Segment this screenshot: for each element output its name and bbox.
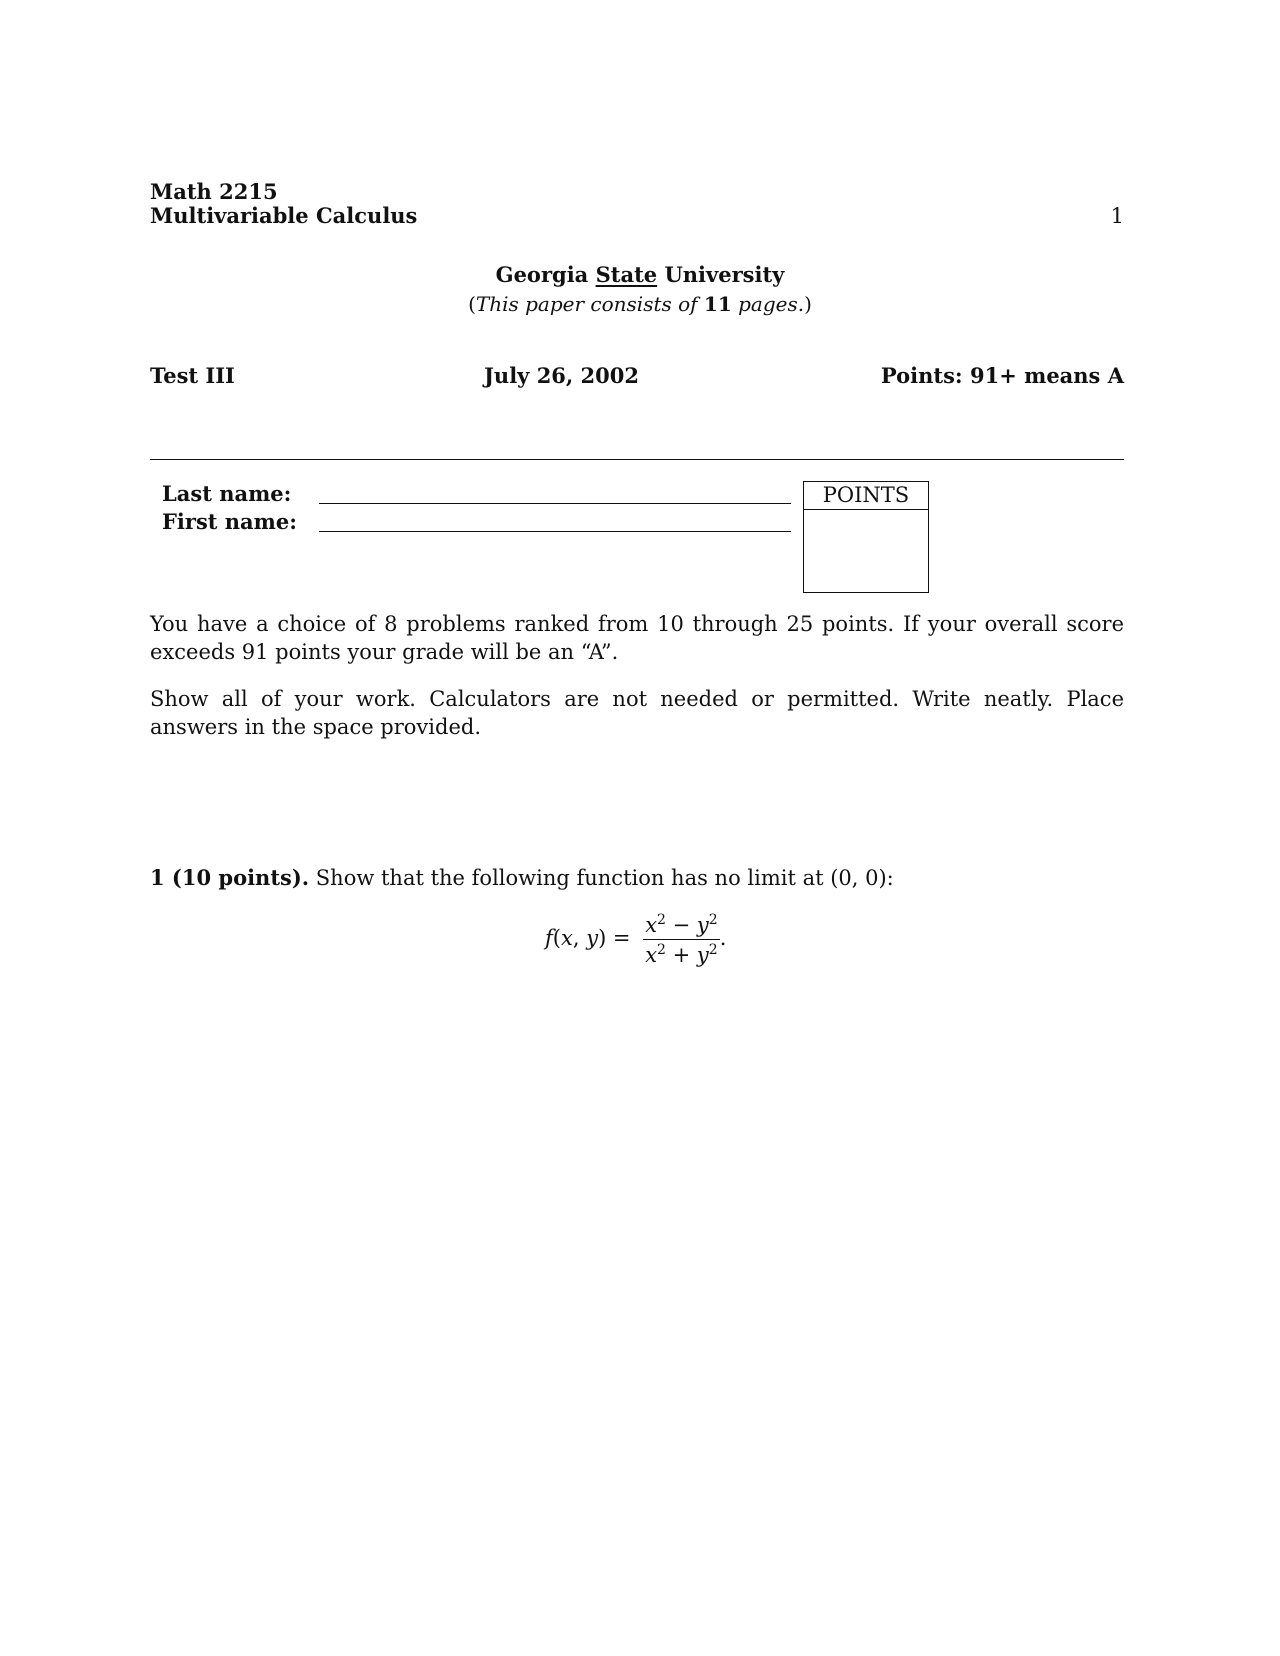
problem-1-text: Show that the following function has no limit at (0, 0):: [309, 866, 894, 890]
instructions-paragraph-1: You have a choice of 8 problems ranked from 10 through 25 points. If your overall score exceeds 91 points your grade will be an “A”.: [150, 612, 1124, 664]
pages-note-text: This paper consists of: [475, 292, 704, 316]
problem-1-number: 1 (10 points).: [150, 865, 310, 890]
first-name-field[interactable]: [319, 531, 791, 532]
pages-note-close: ): [804, 292, 812, 316]
course-name: Multivariable Calculus: [150, 203, 418, 228]
university-part-3: University: [657, 262, 785, 287]
pages-note-open: (: [468, 292, 476, 316]
points-info: Points: 91+ means A: [880, 363, 1124, 388]
divider: [150, 459, 1124, 460]
page-number: 1: [1110, 204, 1124, 228]
test-date: July 26, 2002: [484, 363, 639, 388]
test-name: Test III: [150, 363, 235, 388]
first-name-label: First name:: [162, 509, 297, 534]
university-part-2: State: [595, 262, 658, 287]
last-name-label: Last name:: [162, 481, 292, 506]
pages-note-count: 11: [703, 292, 732, 316]
points-box: [803, 481, 929, 593]
pages-note: [0, 291, 1280, 317]
problem-1-formula: f(x, y) = $\frac{x^2 - y^2}{x^2 + y^2}$ .: [545, 912, 727, 967]
university-part-1: Georgia: [495, 262, 596, 287]
last-name-field[interactable]: [319, 503, 791, 504]
instructions-paragraph-2: Show all of your work. Calculators are not needed or permitted. Write neatly. Place answers in the space provided.: [150, 687, 1124, 739]
university-name: [0, 262, 1280, 288]
pages-note-suffix: pages.: [731, 292, 805, 316]
problem-1: [150, 864, 894, 892]
formula-fraction: $\frac{x^2 - y^2}{x^2 + y^2}$: [645, 912, 718, 967]
course-number: Math 2215: [150, 179, 278, 204]
points-box-header: POINTS: [804, 482, 928, 510]
